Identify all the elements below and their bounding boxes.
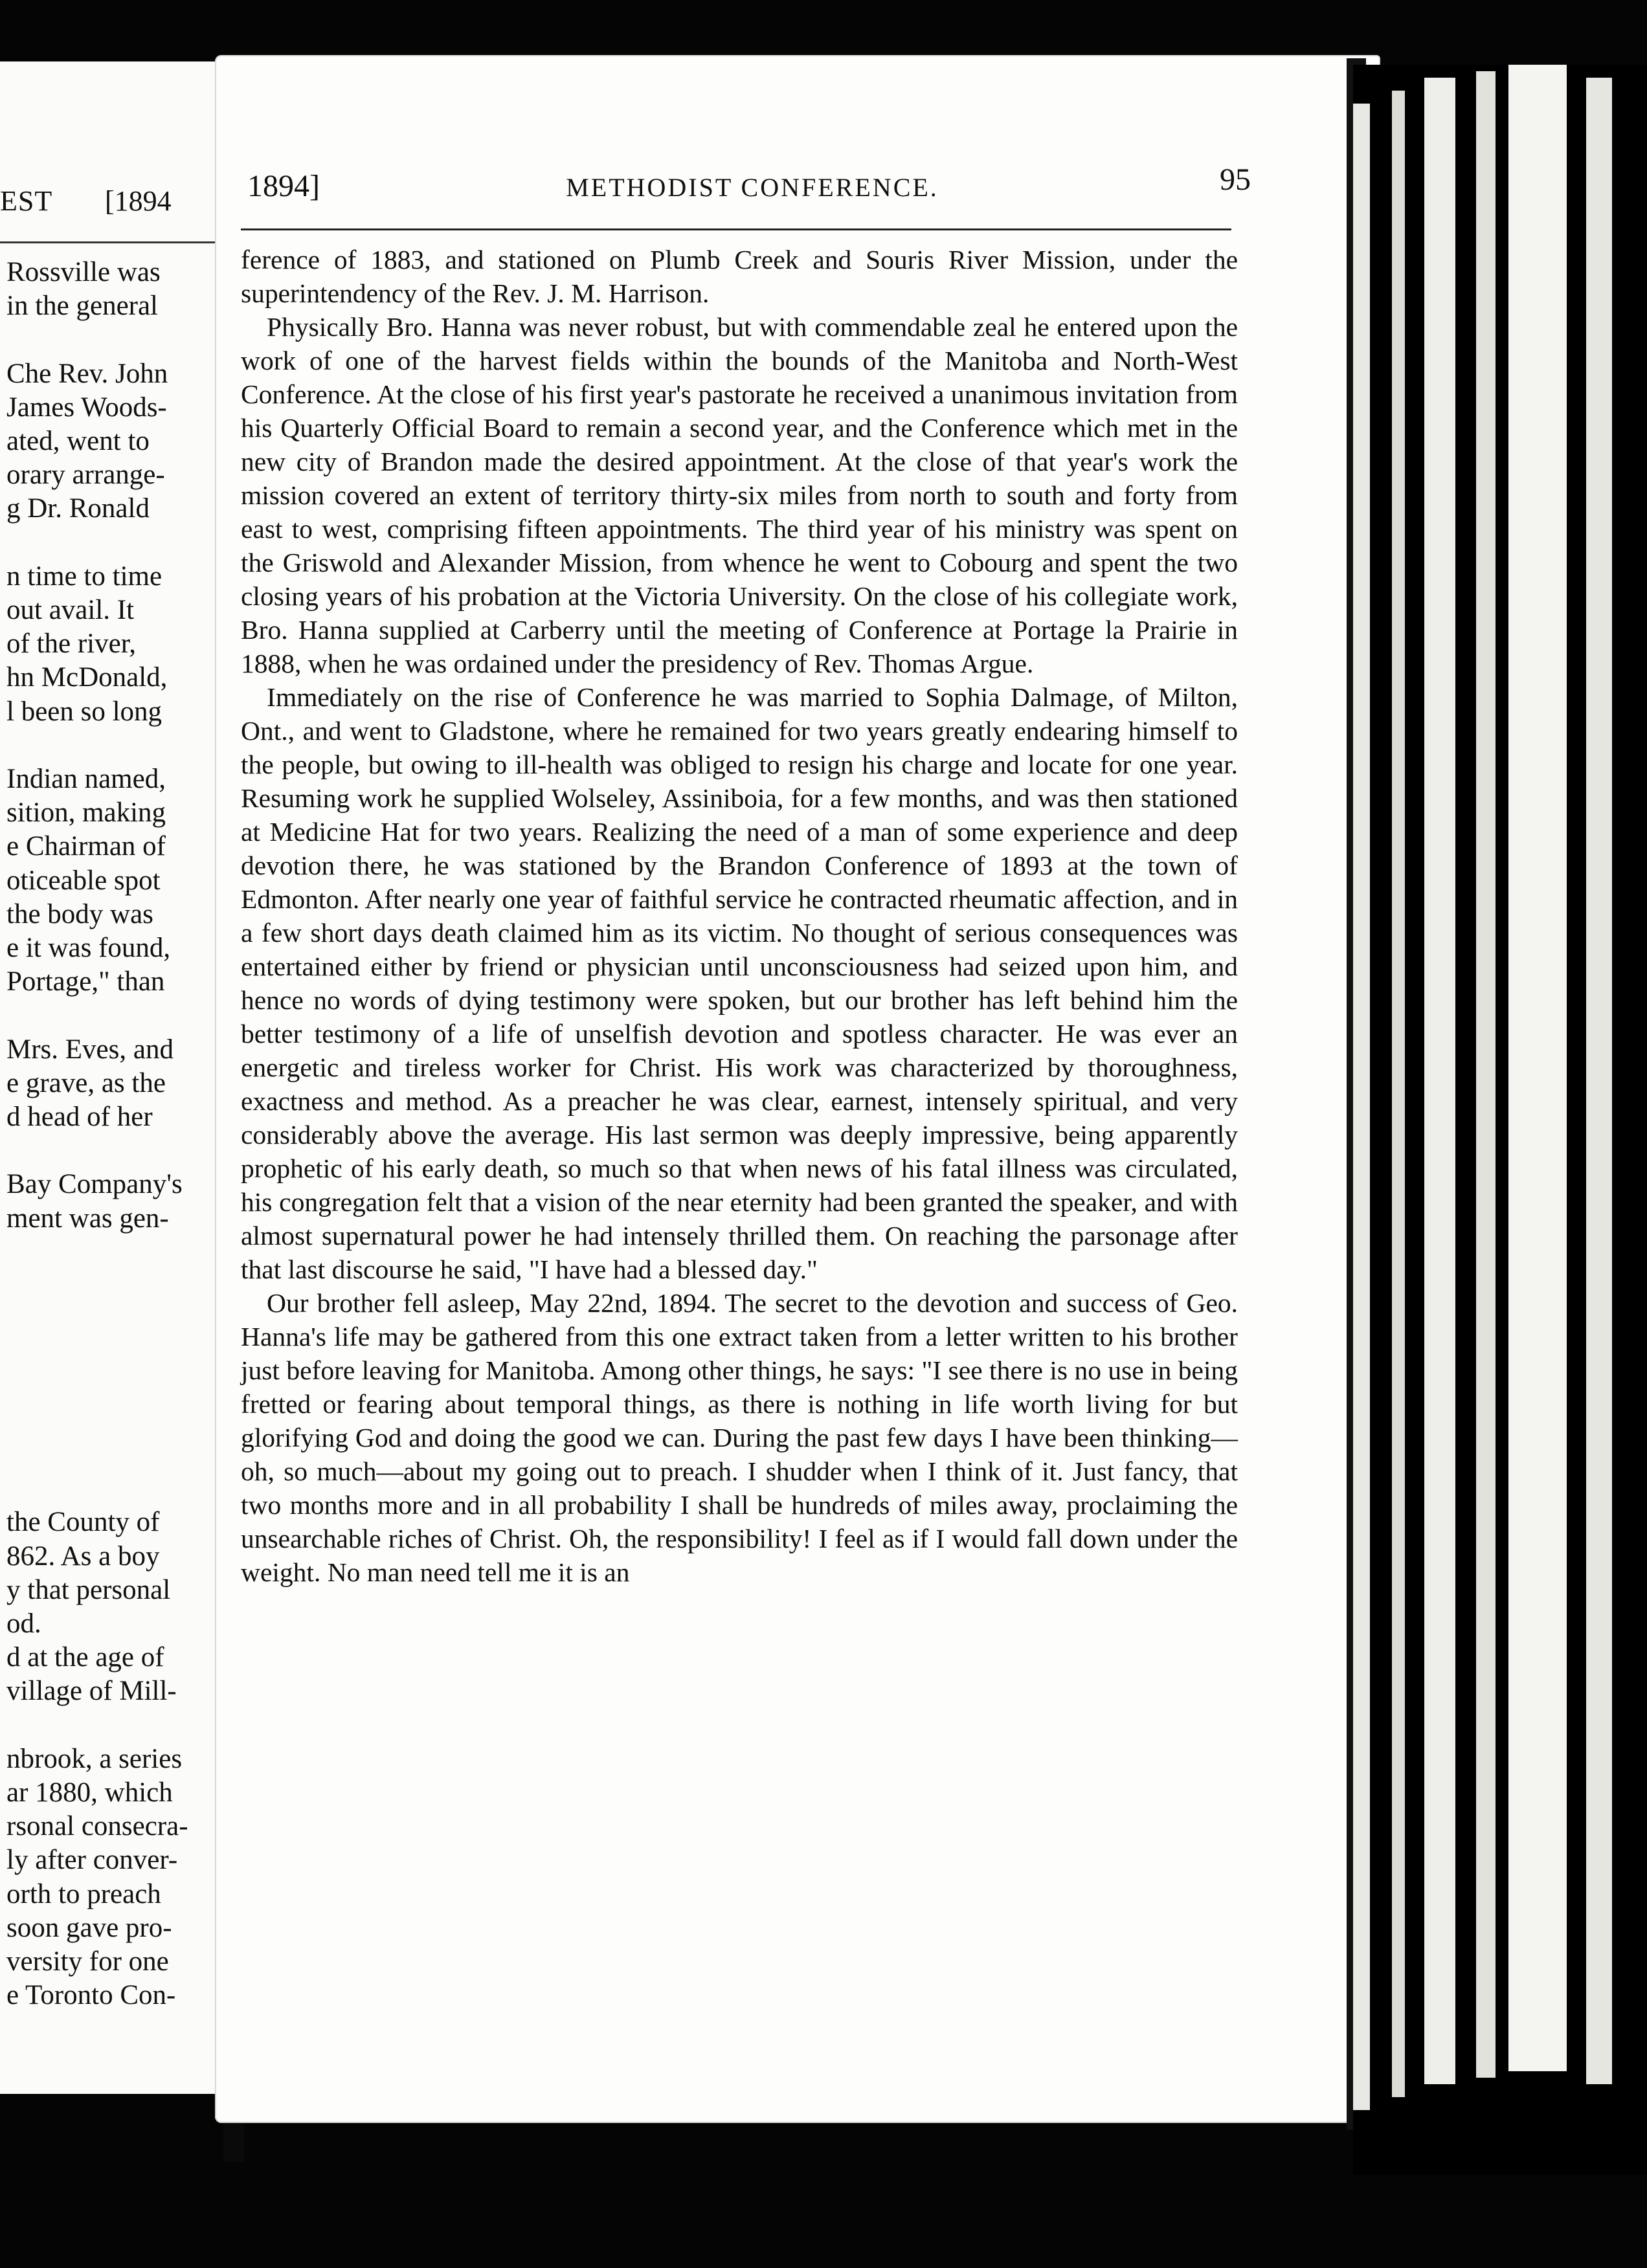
previous-page-line: orth to preach (6, 1878, 161, 1909)
previous-page-line: y that personal (6, 1574, 171, 1605)
previous-page-line: oticeable spot (6, 865, 161, 896)
previous-page-line: ar 1880, which (6, 1777, 173, 1808)
previous-page-line: hn McDonald, (6, 662, 168, 693)
previous-page-line: l been so long (6, 696, 162, 727)
header-year: 1894] (247, 169, 320, 203)
previous-page-line: James Woods- (6, 392, 167, 423)
previous-page-line: Rossville was (6, 257, 161, 287)
previous-page-header-title: EST (0, 185, 53, 217)
page-number: 95 (1220, 162, 1251, 197)
previous-page-line: ment was gen- (6, 1203, 169, 1234)
previous-page-line: g Dr. Ronald (6, 493, 150, 524)
page-edge (1424, 78, 1455, 2084)
paragraph: ference of 1883, and stationed on Plumb Creek and Souris River Mission, under the superintendency of the Rev. J. M. Harrison. (241, 245, 1238, 308)
previous-page-line: village of Mill- (6, 1676, 177, 1707)
previous-page-line: in the general (6, 291, 159, 322)
previous-page-line: orary arrange- (6, 460, 165, 491)
running-header (247, 162, 1257, 220)
previous-page-line: versity for one (6, 1946, 169, 1977)
paragraph: Our brother fell asleep, May 22nd, 1894. The secret to the devotion and success of Geo. Hanna's life may be gathered from this one extract taken from a letter written to his brother just before leaving for Manitoba. Among other things, he says: "I see there is no use in being fretted or fearing about temporal things, as there is nothing in life worth living for but glorifying God and doing the good we can. During the past few days I have been thinking—oh, so much—about my going out to preach. I shudder when I think of it. Just fancy, that two months more and in all probability I shall be hundreds of miles away, proclaiming the unsearchable riches of Christ. Oh, the responsibility! I feel as if I would fall down under the weight. No man need tell me it is an (241, 1288, 1238, 1587)
page-edge (1508, 65, 1567, 2071)
previous-page-line: the body was (6, 898, 153, 929)
page-edges (1353, 65, 1647, 2175)
previous-page-line: out avail. It (6, 595, 135, 625)
previous-page-line: n time to time (6, 561, 162, 592)
previous-page-line: nbrook, a series (6, 1743, 183, 1774)
previous-page-line: Bay Company's (6, 1169, 183, 1200)
previous-page-line: d head of her (6, 1102, 153, 1132)
page-edge (1476, 71, 1496, 2078)
previous-page-line: ly after conver- (6, 1845, 178, 1876)
previous-page-line: d at the age of (6, 1642, 164, 1673)
previous-page-line: rsonal consecra- (6, 1811, 188, 1842)
previous-page-line: sition, making (6, 797, 166, 828)
previous-page-line: e it was found, (6, 933, 171, 963)
previous-page-line: ated, went to (6, 426, 150, 456)
previous-page-rule (0, 241, 220, 243)
previous-page-line: soon gave pro- (6, 1912, 172, 1943)
page-edge (1353, 104, 1370, 2110)
previous-page-header (0, 184, 223, 223)
previous-page-line: e grave, as the (6, 1067, 166, 1098)
previous-page-line: e Chairman of (6, 831, 166, 862)
paragraph: Immediately on the rise of Conference he was married to Sophia Dalmage, of Milton, Ont., and went to Gladstone, where he remained for two years greatly endearing himself to the people, but owing to ill-health was obliged to resign his charge and locate for one year. Resuming work he supplied Wolseley, Assiniboia, for a few months, and was then stationed at Medicine Hat for two years. Realizing the need of a man of some experience and deep devotion there, he was stationed by the Brandon Conference of 1893 at the town of Edmonton. After nearly one year of faithful service he contracted rheumatic affection, and in a few short days death claimed him as its victim. No thought of serious consequences was entertained either by friend or physician until unconsciousness had seized upon him, and hence no words of dying testimony were spoken, but our brother has left behind him the better testimony of a life of unselfish devotion and spotless character. He was ever an energetic and tireless worker for Christ. His work was characterized by thoroughness, exactness and method. As a preacher he was clear, earnest, intensely spiritual, and very considerably above the average. His last sermon was deeply impressive, being apparently prophetic of his early death, so much so that when news of his fatal illness was circulated, his congregation felt that a vision of the near eternity had been granted the speaker, and with almost supernatural power he had intensely thrilled them. On reaching the parsonage after that last discourse he said, "I have had a blessed day." (241, 682, 1238, 1284)
page-edge (1392, 91, 1405, 2097)
previous-page-line: Indian named, (6, 764, 166, 794)
previous-page-line: of the river, (6, 628, 137, 660)
paragraph: Physically Bro. Hanna was never robust, but with commendable zeal he entered upon the work of one of the harvest fields within the bounds of the Manitoba and North-West Conference. At the close of his first year's pastorate he received a unanimous invitation from his Quarterly Official Board to remain a second year, and the Conference which met in the new city of Brandon made the desired appointment. At the close of that year's work the mission covered an extent of territory thirty-six miles from north to south and forty from east to west, comprising fifteen appointments. The third year of his ministry was spent on the Griswold and Alexander Mission, from whence he went to Cobourg and spent the two closing years of his probation at the Victoria University. On the close of his collegiate work, Bro. Hanna supplied at Carberry until the meeting of Conference at Portage la Prairie in 1888, when he was ordained under the presidency of Rev. Thomas Argue. (241, 312, 1238, 678)
previous-page-fragment (0, 61, 226, 2094)
page-edge (1586, 78, 1612, 2084)
previous-page-line: the County of (6, 1507, 160, 1538)
previous-page-line: Mrs. Eves, and (6, 1034, 174, 1065)
previous-page-line: od. (6, 1608, 41, 1639)
previous-page-line: e Toronto Con- (6, 1980, 176, 2011)
book-page (215, 55, 1380, 2123)
previous-page-line: Che Rev. John (6, 358, 168, 389)
previous-page-header-year: [1894 (105, 185, 172, 217)
previous-page-line: Portage," than (6, 966, 165, 997)
header-rule (241, 228, 1231, 230)
header-title: METHODIST CONFERENCE. (566, 173, 939, 202)
previous-page-line: 862. As a boy (6, 1540, 160, 1572)
body-text (241, 243, 1238, 1589)
